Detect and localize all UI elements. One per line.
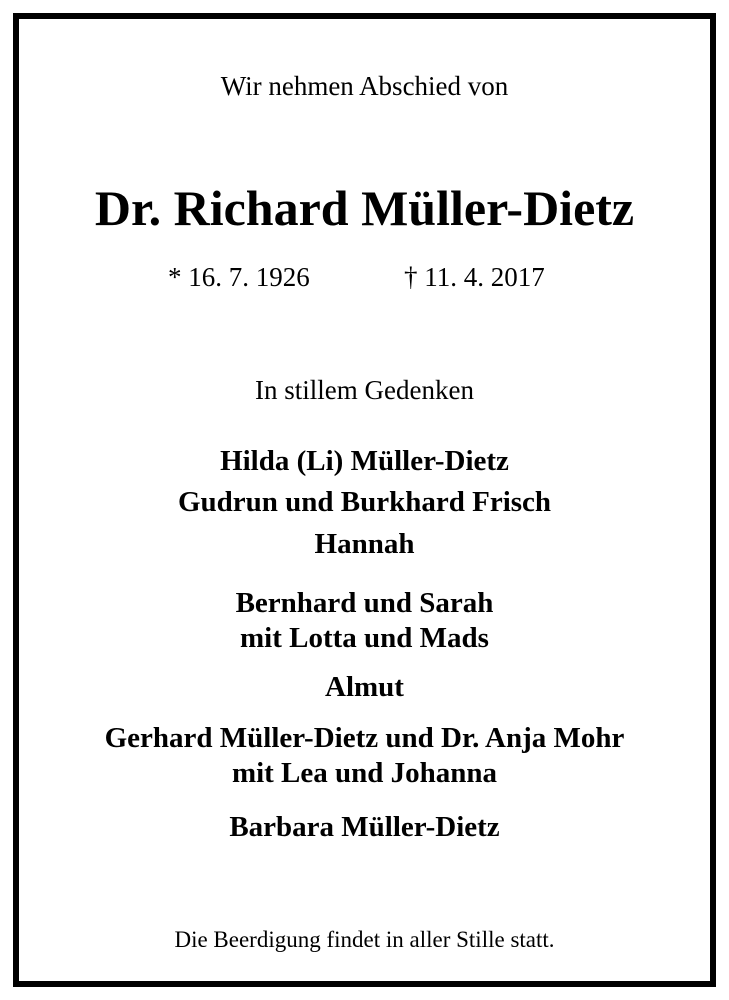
mourner-line: Hannah [314, 528, 415, 560]
intro-line: Wir nehmen Abschied von [220, 71, 509, 101]
mourner-line: Barbara Müller-Dietz [229, 811, 500, 843]
funeral-note: Die Beerdigung findet in aller Stille statt. [174, 927, 555, 952]
mourner-line: Bernhard und Sarah [235, 587, 494, 619]
memory-line: In stillem Gedenken [255, 375, 474, 405]
mourner-line: Gerhard Müller-Dietz und Dr. Anja Mohr [104, 722, 625, 754]
mourner-line: Gudrun und Burkhard Frisch [177, 486, 552, 518]
mourner-line: Almut [325, 671, 404, 703]
death-date: † 11. 4. 2017 [404, 262, 545, 292]
mourner-line: mit Lea und Johanna [231, 757, 498, 789]
mourner-line: Hilda (Li) Müller-Dietz [220, 445, 509, 477]
birth-date: * 16. 7. 1926 [168, 262, 310, 292]
mourner-line: mit Lotta und Mads [240, 622, 489, 654]
deceased-name: Dr. Richard Müller-Dietz [94, 180, 635, 236]
